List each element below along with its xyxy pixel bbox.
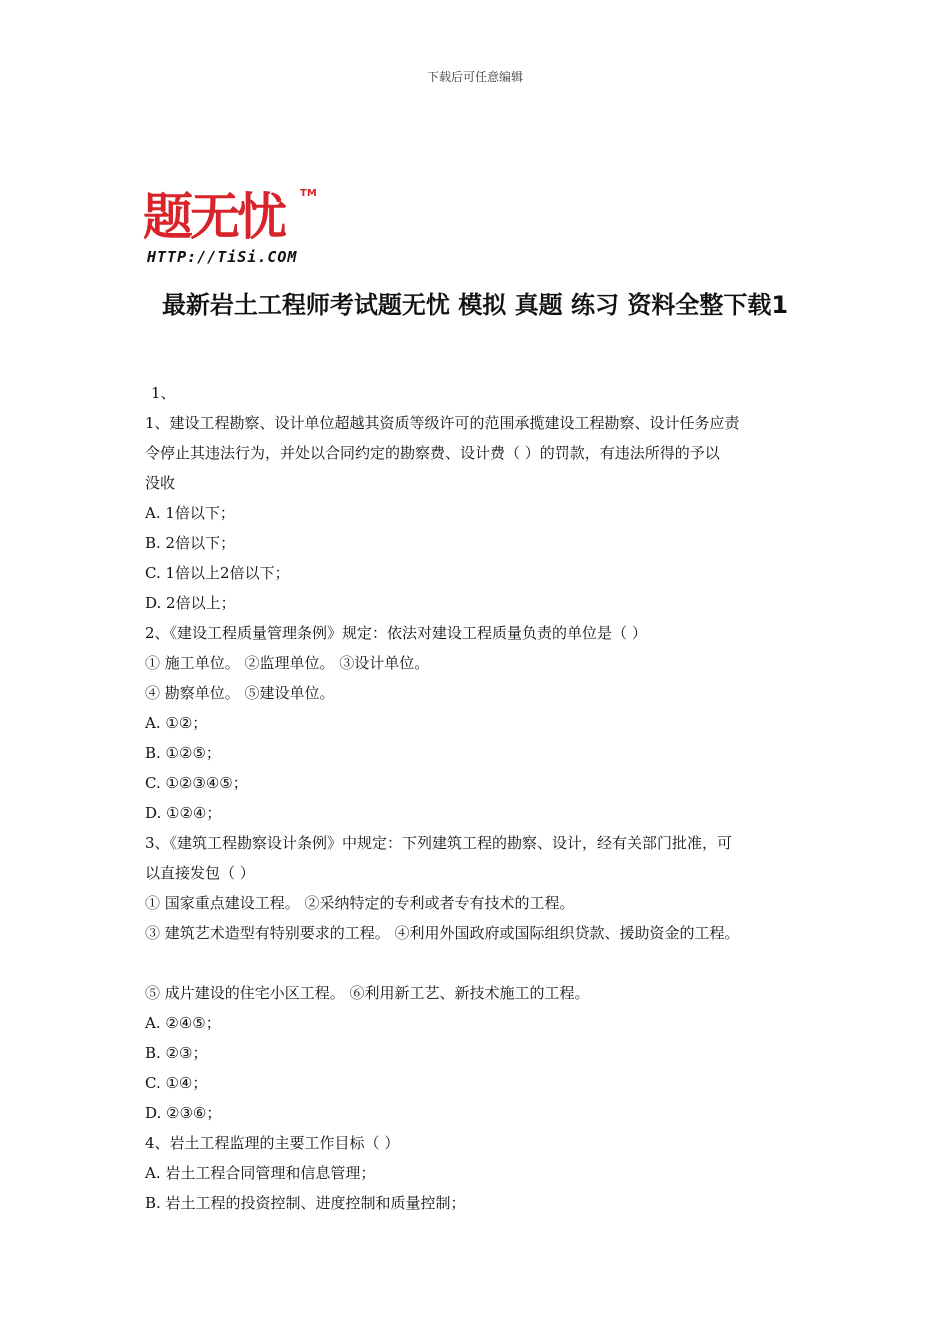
question-4-text: 4、岩土工程监理的主要工作目标（ ） bbox=[145, 1134, 400, 1152]
question-2-option-b: B. ①②⑤； bbox=[145, 744, 221, 762]
question-3-text: 以直接发包（ ） bbox=[145, 864, 255, 882]
question-2-option-d: D. ①②④； bbox=[145, 804, 222, 822]
question-3-text: 3、《建筑工程勘察设计条例》中规定：下列建筑工程的勘察、设计，经有关部门批准，可 bbox=[145, 834, 733, 852]
question-3-option-b: B. ②③； bbox=[145, 1044, 208, 1062]
question-1-option-d: D. 2倍以上； bbox=[145, 594, 236, 612]
question-1-option-a: A. 1倍以下； bbox=[145, 504, 235, 522]
question-1-text: 没收 bbox=[145, 474, 176, 492]
question-2-text: 2、《建设工程质量管理条例》规定：依法对建设工程质量负责的单位是（ ） bbox=[145, 624, 647, 642]
question-1-text: 令停止其违法行为，并处以合同约定的勘察费、设计费（ ）的罚款，有违法所得的予以 bbox=[145, 444, 720, 462]
question-3-items: ⑤ 成片建设的住宅小区工程。 ⑥利用新工艺、新技术施工的工程。 bbox=[145, 984, 590, 1002]
logo-trademark: TM bbox=[300, 188, 317, 199]
question-3-items: ③ 建筑艺术造型有特别要求的工程。 ④利用外国政府或国际组织贷款、援助资金的工程。 bbox=[145, 924, 740, 942]
document-body bbox=[145, 378, 815, 1218]
logo-url: HTTP://TiSi.COM bbox=[147, 248, 298, 266]
blank-line bbox=[145, 948, 815, 978]
logo-mark: 题无忧 bbox=[143, 188, 284, 246]
question-1-text: 1、建设工程勘察、设计单位超越其资质等级许可的范围承揽建设工程勘察、设计任务应责 bbox=[145, 414, 740, 432]
question-1-option-b: B. 2倍以下； bbox=[145, 534, 236, 552]
question-3-option-d: D. ②③⑥； bbox=[145, 1104, 222, 1122]
question-2-items: ① 施工单位。 ②监理单位。 ③设计单位。 bbox=[145, 654, 430, 672]
question-4-option-a: A. 岩土工程合同管理和信息管理； bbox=[145, 1164, 376, 1182]
question-2-items: ④ 勘察单位。 ⑤建设单位。 bbox=[145, 684, 335, 702]
site-logo bbox=[143, 188, 323, 272]
question-1-option-c: C. 1倍以上2倍以下； bbox=[145, 564, 290, 582]
question-3-option-a: A. ②④⑤； bbox=[145, 1014, 221, 1032]
question-2-option-a: A. ①②； bbox=[145, 714, 208, 732]
question-2-option-c: C. ①②③④⑤； bbox=[145, 774, 248, 792]
question-3-option-c: C. ①④； bbox=[145, 1074, 208, 1092]
section-number: 1、 bbox=[151, 384, 176, 402]
document-title: 最新岩土工程师考试题无忧 模拟 真题 练习 资料全整下载1 bbox=[161, 291, 789, 319]
question-3-items: ① 国家重点建设工程。 ②采纳特定的专利或者专有技术的工程。 bbox=[145, 894, 575, 912]
page-header-note: 下载后可任意编辑 bbox=[426, 70, 523, 84]
question-4-option-b: B. 岩土工程的投资控制、进度控制和质量控制； bbox=[145, 1194, 466, 1212]
